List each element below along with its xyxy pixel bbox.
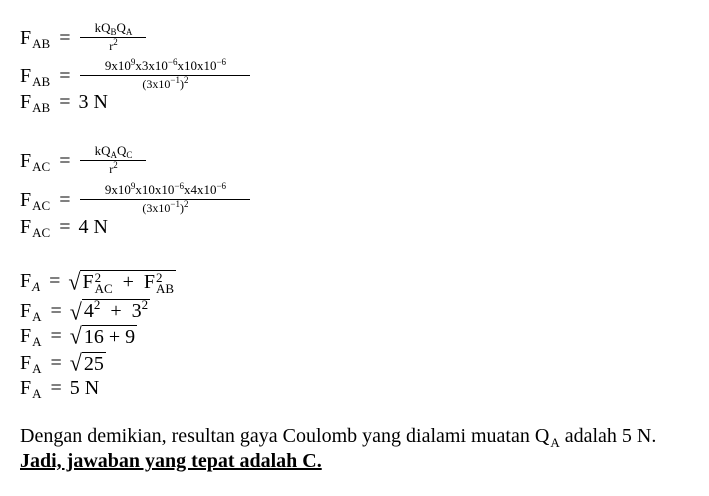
equals-sign: = (59, 91, 71, 113)
sqrt-radicand: F 2 AC + F 2 AB (82, 270, 175, 297)
fa-sum-line (20, 323, 137, 348)
force-symbol: F (20, 91, 32, 113)
fa-formula-line (20, 268, 176, 297)
fab-sub-numerator: $9x10^9x3x10^{-6}x10x10^{-6}$ (104, 57, 227, 73)
force-subscript: AB (32, 100, 51, 115)
equals-sign: = (50, 299, 62, 322)
equals-sign: = (50, 324, 62, 347)
equals-sign: = (59, 64, 71, 87)
conclusion-text: Dengan demikian, resultan gaya Coulomb yang dialami muatan $Q_A$ adalah 5 N. (20, 425, 657, 450)
force-subscript: A (32, 333, 42, 349)
fab-result-value: 3 N (78, 91, 108, 113)
equals-sign: = (59, 188, 71, 211)
sqrt-radicand: $4^2 + 3^2$ (83, 297, 149, 322)
force-subscript: AB (32, 35, 51, 51)
answer-statement: Jadi, jawaban yang tepat adalah C. (20, 450, 322, 472)
force-subscript: AC (32, 225, 51, 240)
sqrt-expression (70, 297, 150, 324)
fac-result-line (20, 215, 108, 239)
equals-sign: = (59, 216, 71, 238)
sqrt-icon: √ (69, 349, 82, 376)
force-subscript: AB (32, 73, 51, 89)
force-symbol: F (20, 188, 32, 211)
sqrt-icon: √ (68, 268, 81, 296)
fac-fraction (80, 143, 146, 178)
fac-sub-fraction (80, 182, 250, 217)
force-subscript: AC (32, 158, 51, 174)
sqrt-expression (70, 350, 106, 375)
equals-sign: = (59, 149, 71, 172)
fab-denominator: $r^2$ (80, 37, 146, 55)
force-subscript: A (32, 386, 42, 401)
fab-numerator: $kQ_BQ_A$ (94, 20, 133, 37)
sqrt-expression (70, 323, 137, 348)
equals-sign: = (50, 377, 62, 399)
fac-sub-denominator: $(3x10^{-1})^2$ (80, 199, 250, 217)
force-symbol: F (20, 324, 32, 347)
force-subscript: A (32, 279, 41, 295)
force-symbol: F (20, 149, 32, 172)
fab-sub-fraction (80, 58, 250, 93)
fac-formula-line (20, 143, 146, 178)
sqrt-icon: √ (69, 322, 82, 349)
fac-sub-numerator: $9x10^9x10x10^{-6}x4x10^{-6}$ (104, 181, 227, 197)
force-symbol: F (20, 64, 32, 87)
fa-sqrt25-line (20, 350, 106, 375)
fac-denominator: $r^2$ (80, 160, 146, 178)
sqrt-icon: √ (69, 298, 82, 325)
fa-result-line (20, 376, 99, 400)
sqrt-radicand: 16 + 9 (83, 326, 136, 348)
force-symbol: F (20, 270, 32, 293)
fab-formula-line (20, 20, 146, 55)
fa-squares-line (20, 297, 150, 324)
fa-result-value: 5 N (69, 377, 100, 399)
force-symbol: F (20, 26, 32, 49)
equals-sign: = (50, 351, 62, 374)
sqrt-expression (68, 268, 176, 297)
fac-numerator: $kQ_AQ_C$ (94, 143, 133, 160)
fac-substitution-line (20, 182, 250, 217)
sqrt-radicand: 25 (83, 353, 104, 375)
force-subscript: A (32, 308, 42, 324)
force-symbol: F (20, 299, 32, 322)
force-symbol: F (20, 351, 32, 374)
fab-fraction (80, 20, 146, 55)
force-symbol: F (20, 377, 32, 399)
fab-substitution-line (20, 58, 250, 93)
fab-result-line (20, 90, 108, 114)
force-symbol: F (20, 216, 32, 238)
force-subscript: A (32, 360, 42, 376)
fac-result-value: 4 N (78, 216, 108, 238)
fab-sub-denominator: $(3x10^{-1})^2$ (80, 75, 250, 93)
equals-sign: = (59, 26, 71, 49)
force-subscript: AC (32, 197, 51, 213)
equals-sign: = (49, 270, 61, 293)
